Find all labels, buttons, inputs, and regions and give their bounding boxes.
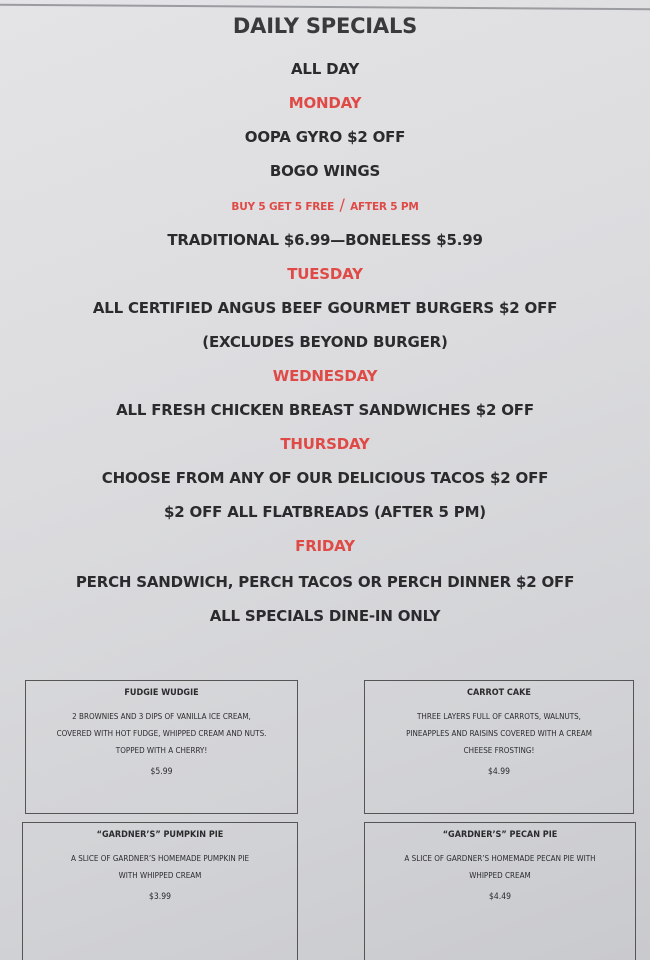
dessert-card-pumpkin-pie	[22, 822, 298, 960]
monday-item-wings: BOGO WINGS	[269, 162, 381, 180]
tuesday-heading: TUESDAY	[287, 265, 363, 283]
dessert-description	[23, 850, 297, 884]
tuesday-item-burgers: ALL CERTIFIED ANGUS BEEF GOURMET BURGERS $2 OFF	[92, 299, 558, 317]
tuesday-item-exclusion: (EXCLUDES BEYOND BURGER)	[202, 333, 448, 351]
dessert-description-line: WITH WHIPPED CREAM	[118, 871, 202, 880]
dessert-title: CARROT CAKE	[467, 688, 531, 698]
dessert-price: $5.99	[150, 767, 173, 777]
dessert-description-line: CHEESE FROSTING!	[463, 746, 535, 755]
monday-item-gyro: OOPA GYRO $2 OFF	[244, 128, 406, 146]
thursday-heading: THURSDAY	[280, 435, 370, 453]
thursday-item-tacos: CHOOSE FROM ANY OF OUR DELICIOUS TACOS $2 OFF	[101, 469, 549, 487]
dessert-description-line: TOPPED WITH A CHERRY!	[115, 746, 208, 755]
dessert-description-line: 2 BROWNIES AND 3 DIPS OF VANILLA ICE CREAM,	[72, 712, 251, 721]
page-title: DAILY SPECIALS	[232, 14, 418, 38]
dessert-card-pecan-pie	[364, 822, 636, 960]
wings-note-separator: /	[339, 195, 345, 214]
dessert-description-line: COVERED WITH HOT FUDGE, WHIPPED CREAM AND NUTS.	[56, 729, 267, 738]
wings-note-offer: BUY 5 GET 5 FREE	[231, 201, 335, 213]
dessert-description	[365, 708, 633, 759]
monday-heading: MONDAY	[288, 94, 362, 112]
monday-item-wing-prices: TRADITIONAL $6.99—BONELESS $5.99	[167, 231, 483, 249]
dessert-card-carrot-cake	[364, 680, 634, 814]
dessert-title: FUDGIE WUDGIE	[124, 688, 199, 698]
dessert-description-line: PINEAPPLES AND RAISINS COVERED WITH A CREAM	[406, 729, 592, 738]
friday-heading: FRIDAY	[295, 537, 355, 555]
dessert-price: $3.99	[149, 892, 171, 902]
dessert-title: “GARDNER’S” PECAN PIE	[442, 830, 558, 840]
dessert-description	[26, 708, 297, 759]
wednesday-heading: WEDNESDAY	[272, 367, 378, 385]
dessert-description	[365, 850, 635, 884]
dessert-price: $4.49	[489, 892, 511, 902]
dessert-card-fudgie-wudgie	[25, 680, 298, 814]
wednesday-item-chicken: ALL FRESH CHICKEN BREAST SANDWICHES $2 OFF	[116, 401, 534, 419]
dessert-description-line: A SLICE OF GARDNER’S HOMEMADE PECAN PIE WITH	[404, 854, 596, 863]
dessert-description-line: A SLICE OF GARDNER’S HOMEMADE PUMPKIN PIE	[71, 854, 249, 863]
dessert-description-line: WHIPPED CREAM	[469, 871, 531, 880]
paper-top-edge	[0, 4, 650, 11]
monday-wings-note	[0, 195, 650, 214]
dessert-price: $4.99	[488, 767, 510, 777]
dessert-title: “GARDNER’S” PUMPKIN PIE	[96, 830, 224, 840]
all-day-heading: ALL DAY	[290, 60, 360, 78]
thursday-item-flatbreads: $2 OFF ALL FLATBREADS (AFTER 5 PM)	[164, 503, 486, 521]
friday-item-perch: PERCH SANDWICH, PERCH TACOS OR PERCH DINNER $2 OFF	[75, 573, 575, 591]
wings-note-time: AFTER 5 PM	[350, 201, 419, 213]
dessert-description-line: THREE LAYERS FULL OF CARROTS, WALNUTS,	[417, 712, 581, 721]
dine-in-notice: ALL SPECIALS DINE-IN ONLY	[209, 607, 441, 625]
